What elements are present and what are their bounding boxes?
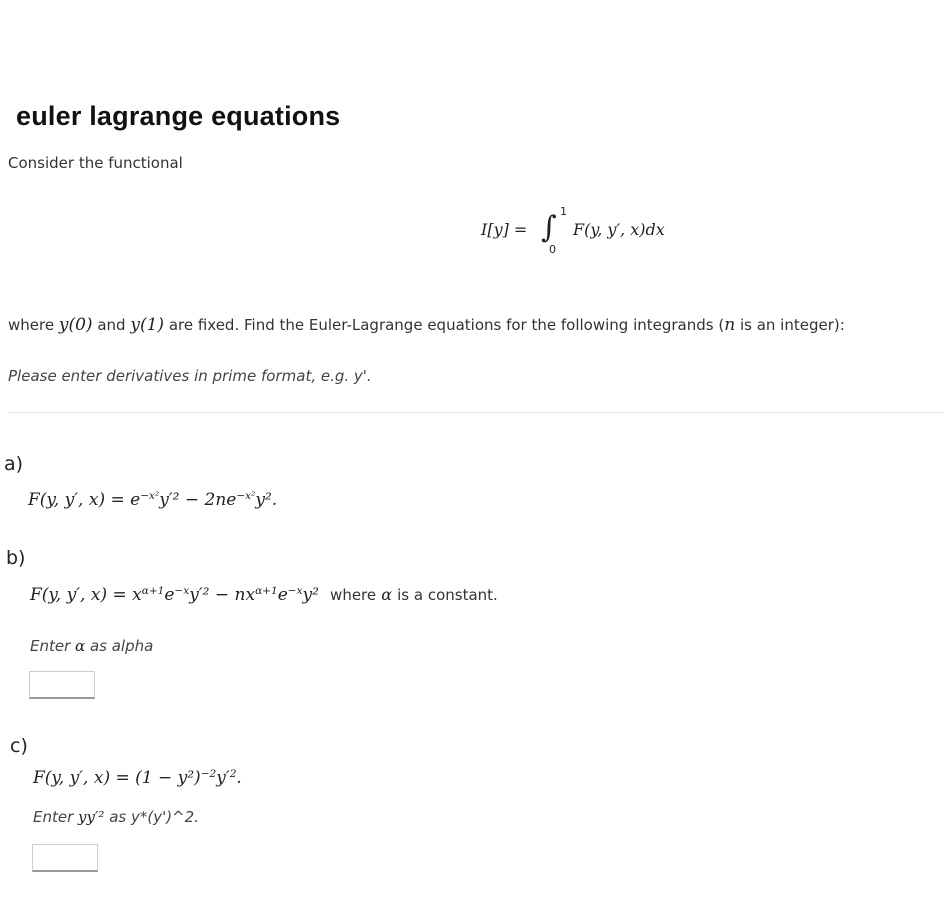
part-b-formula-line [30, 585, 498, 605]
part-b-formula-mid: y′² − nx [189, 585, 256, 605]
part-b-answer-input[interactable] [29, 671, 95, 699]
part-c-formula-tail: . [236, 768, 242, 788]
part-b-suffix-alpha: α [381, 585, 393, 604]
prime-format-note: Please enter derivatives in prime format, e.g. y'. [8, 367, 372, 385]
intro-text: Consider the functional [8, 154, 183, 172]
where-math-n: n [724, 315, 736, 335]
part-c-label: c) [10, 735, 28, 757]
part-c-exp-1: −2 [200, 768, 217, 781]
part-b-hint-1: Enter [30, 637, 71, 655]
part-c-exp-2: 2 [229, 768, 237, 781]
divider [8, 412, 944, 413]
part-a-exp-1: −x² [140, 490, 160, 503]
part-c-hint-1: Enter [33, 808, 74, 826]
where-math-y0: y(0) [58, 315, 93, 335]
part-a-formula-mid: y′² − 2ne [159, 490, 237, 510]
part-b-label: b) [6, 547, 26, 569]
where-text-4: is an integer): [739, 316, 845, 334]
part-b-suffix-2: is a constant. [397, 586, 498, 604]
part-a-formula-tail: y². [255, 490, 278, 510]
part-b-formula-tail: y² [302, 585, 319, 605]
part-a-exp-2: −x² [236, 490, 256, 503]
where-sentence [8, 315, 845, 335]
part-b-hint-2: as alpha [89, 637, 154, 655]
part-b-exp-3: α+1 [255, 585, 278, 598]
functional-lhs: I[y] = [481, 220, 528, 239]
functional-integrand: F(y, y′, x)dx [573, 220, 665, 239]
where-text-1: where [8, 316, 55, 334]
part-b-formula-lhs: F(y, y′, x) = x [30, 585, 142, 605]
integral-upper-limit: 1 [560, 205, 567, 218]
part-c-formula-lhs: F(y, y′, x) = (1 − y²) [33, 768, 201, 788]
where-text-3: are fixed. Find the Euler-Lagrange equations for the following integrands ( [168, 316, 725, 334]
integral-sign: ∫ [541, 210, 557, 245]
part-b-suffix-1: where [330, 586, 377, 604]
part-c-formula-mid: y′ [216, 768, 230, 788]
part-c-hint-2: as y*(y')^2. [109, 808, 199, 826]
where-math-y1: y(1) [130, 315, 165, 335]
part-b-exp-4: −x [287, 585, 303, 598]
part-c-formula [33, 768, 242, 788]
part-b-exp-2: −x [174, 585, 190, 598]
part-b-formula [30, 585, 319, 605]
part-c-hint [33, 808, 199, 826]
part-c-hint-math: yy′² [78, 808, 105, 826]
page-title: euler lagrange equations [16, 101, 341, 131]
part-a-formula [28, 490, 277, 510]
part-b-hint-alpha: α [75, 637, 86, 655]
part-a-formula-lhs: F(y, y′, x) = e [28, 490, 141, 510]
part-b-formula-e1: e [164, 585, 175, 605]
where-text-2: and [97, 316, 126, 334]
part-b-exp-1: α+1 [141, 585, 165, 598]
part-b-formula-e2: e [277, 585, 288, 605]
part-a-label: a) [4, 453, 24, 475]
part-b-hint [30, 637, 153, 655]
part-c-answer-input[interactable] [32, 844, 98, 872]
integral-lower-limit: 0 [549, 243, 556, 256]
